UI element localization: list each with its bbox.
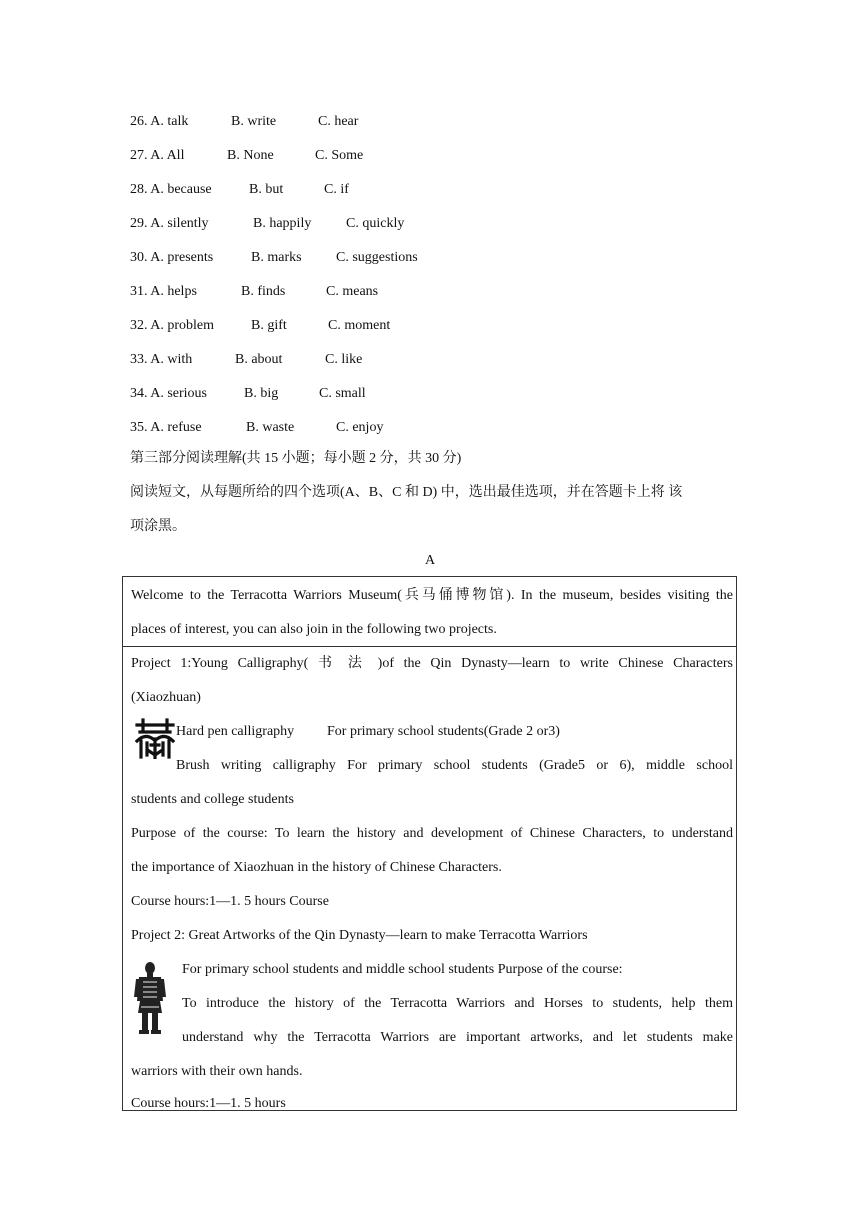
project2-hours: Course hours:1—1. 5 hours: [131, 1096, 286, 1111]
instruction-line-2: 项涂黑。: [130, 519, 186, 534]
option-b: B. happily: [253, 216, 312, 231]
project2-audience: For primary school students and middle school students Purpose of the course:: [182, 962, 623, 977]
section-title: 第三部分阅读理解(共 15 小题；每小题 2 分，共 30 分): [130, 451, 462, 466]
passage-box: [122, 576, 737, 1111]
option-a: 26. A. talk: [130, 114, 189, 129]
option-a: 32. A. problem: [130, 318, 214, 333]
passage-label: A: [424, 553, 436, 568]
intro-line-2: places of interest, you can also join in the following two projects.: [131, 622, 497, 637]
project2-desc-line-1: To introduce the history of the Terracotta Warriors and Horses to students, help them: [182, 996, 733, 1011]
option-a: 29. A. silently: [130, 216, 209, 231]
option-c: C. enjoy: [336, 420, 384, 435]
hard-pen-audience: For primary school students(Grade 2 or3): [327, 724, 560, 739]
option-c: C. suggestions: [336, 250, 418, 265]
option-c: C. if: [324, 182, 349, 197]
project1-purpose-line-2: the importance of Xiaozhuan in the history of Chinese Characters.: [131, 860, 502, 875]
instruction-line-1: 阅读短文，从每题所给的四个选项(A、B、C 和 D) 中，选出最佳选项，并在答题卡上将 该: [130, 485, 683, 500]
option-b: B. waste: [246, 420, 295, 435]
project1-hours: Course hours:1—1. 5 hours Course: [131, 894, 329, 909]
brush-line-1: Brush writing calligraphy For primary school students (Grade5 or 6), middle school: [176, 758, 733, 773]
option-a: 30. A. presents: [130, 250, 214, 265]
option-c: C. hear: [318, 114, 359, 129]
option-a: 33. A. with: [130, 352, 193, 367]
option-b: B. finds: [241, 284, 286, 299]
option-a: 35. A. refuse: [130, 420, 202, 435]
project1-title-line-2: (Xiaozhuan): [131, 690, 201, 705]
project2-desc-line-2: understand why the Terracotta Warriors are important artworks, and let students make: [182, 1030, 733, 1045]
qin-seal-character-icon: [133, 717, 177, 759]
option-c: C. means: [326, 284, 379, 299]
brush-line-2: students and college students: [131, 792, 294, 807]
hard-pen-label: Hard pen calligraphy: [176, 724, 295, 739]
option-b: B. marks: [251, 250, 302, 265]
option-b: B. about: [235, 352, 283, 367]
terracotta-warrior-icon: [130, 961, 170, 1037]
option-a: 27. A. All: [130, 148, 185, 163]
option-c: C. like: [325, 352, 363, 367]
option-b: B. write: [231, 114, 277, 129]
project2-title: Project 2: Great Artworks of the Qin Dynasty—learn to make Terracotta Warriors: [131, 928, 588, 943]
option-a: 28. A. because: [130, 182, 212, 197]
option-b: B. None: [227, 148, 274, 163]
option-b: B. big: [244, 386, 279, 401]
project1-purpose-line-1: Purpose of the course: To learn the history and development of Chinese Characters, to understand: [131, 826, 733, 841]
intro-line-1: Welcome to the Terracotta Warriors Museum(兵马俑博物馆). In the museum, besides visiting the: [131, 588, 733, 603]
project2-desc-line-3: warriors with their own hands.: [131, 1064, 303, 1079]
option-c: C. moment: [328, 318, 391, 333]
project1-title-line-1: Project 1:Young Calligraphy( 书 法 )of the Qin Dynasty—learn to write Chinese Characters: [131, 656, 733, 671]
option-b: B. but: [249, 182, 284, 197]
option-b: B. gift: [251, 318, 287, 333]
option-c: C. Some: [315, 148, 364, 163]
option-a: 31. A. helps: [130, 284, 197, 299]
option-c: C. quickly: [346, 216, 405, 231]
option-c: C. small: [319, 386, 366, 401]
option-a: 34. A. serious: [130, 386, 207, 401]
